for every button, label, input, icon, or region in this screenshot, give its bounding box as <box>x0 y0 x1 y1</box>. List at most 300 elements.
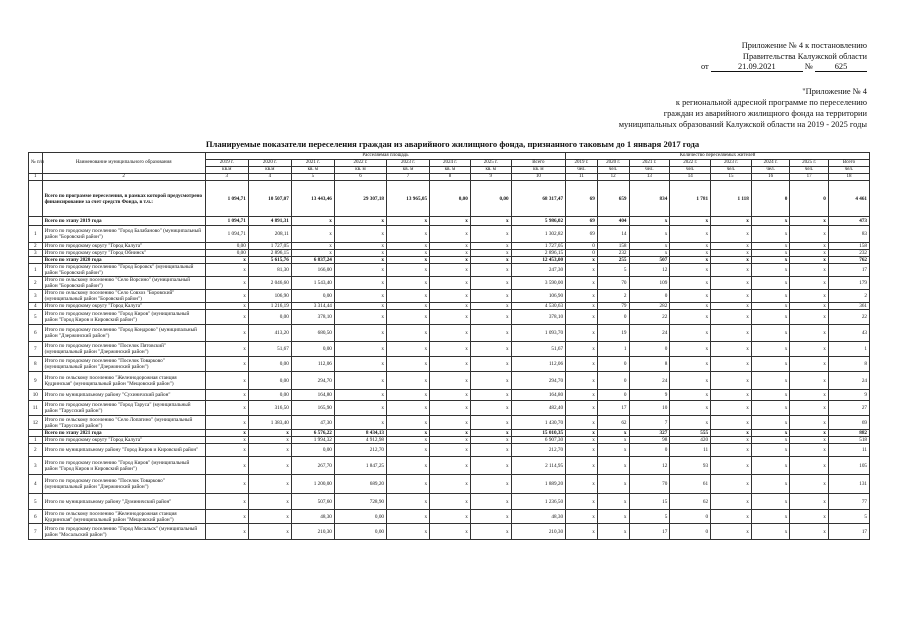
annex-date: 21.09.2021 <box>711 62 803 72</box>
area-value: x <box>387 257 430 264</box>
row-number: 4 <box>29 303 43 310</box>
people-value: x <box>751 475 790 494</box>
people-value: x <box>597 510 629 524</box>
area-value: x <box>430 357 471 372</box>
people-value: x <box>790 372 829 390</box>
people-year-header: 2022 г. <box>670 160 711 167</box>
municipality-name: Итого по городскому поселению "Город Боровск" (муниципальный район "Боровский район") <box>42 264 205 277</box>
area-value: 2 046,60 <box>248 277 291 290</box>
people-value: 1 <box>597 342 629 357</box>
row-number: 5 <box>29 494 43 510</box>
area-value: x <box>387 524 430 540</box>
people-value: 11 <box>828 444 869 457</box>
people-value: x <box>751 494 790 510</box>
people-value: x <box>751 457 790 475</box>
table-row <box>29 325 870 342</box>
program-line-2: к региональной адресной программе по переселению <box>675 98 867 107</box>
column-number: 8 <box>430 174 471 181</box>
column-number: 3 <box>205 174 248 181</box>
area-value: x <box>430 217 471 226</box>
people-value: 5 <box>629 510 670 524</box>
area-value: 12 453,00 <box>511 257 565 264</box>
people-value: 0 <box>629 444 670 457</box>
people-value: 0 <box>790 181 829 217</box>
municipality-name: Итого по сельскому поселению "Село Лопатино" (муниципальный район "Тарусский район") <box>42 416 205 430</box>
area-value: 2 114,95 <box>511 457 565 475</box>
people-value: x <box>751 226 790 243</box>
people-value: 255 <box>597 257 629 264</box>
people-value: x <box>751 290 790 303</box>
people-value: x <box>566 494 598 510</box>
people-value: 179 <box>828 277 869 290</box>
area-value: 316,50 <box>248 401 291 416</box>
people-value: 0 <box>566 243 598 250</box>
area-value: x <box>430 390 471 401</box>
people-value: x <box>711 430 752 437</box>
area-value: x <box>387 217 430 226</box>
people-value: x <box>711 475 752 494</box>
area-value: 0,00 <box>248 357 291 372</box>
area-value: x <box>470 357 511 372</box>
area-value: 208,11 <box>248 226 291 243</box>
area-value: 1 847,25 <box>334 457 386 475</box>
people-value: x <box>711 342 752 357</box>
people-value: x <box>790 390 829 401</box>
municipality-name: Итого по городскому поселению "Город Таруса" (муниципальный район "Тарусский район") <box>42 401 205 416</box>
area-value: 165,90 <box>291 401 334 416</box>
people-value: x <box>566 310 598 325</box>
area-value: 166,00 <box>291 264 334 277</box>
people-value: 15 <box>629 494 670 510</box>
area-value: x <box>430 524 471 540</box>
from-label: от <box>700 62 709 71</box>
people-value: x <box>790 510 829 524</box>
people-value: x <box>790 401 829 416</box>
people-value: x <box>711 325 752 342</box>
people-value: x <box>790 325 829 342</box>
people-unit-header: чел. <box>670 167 711 174</box>
people-value: 420 <box>670 437 711 444</box>
area-value: x <box>387 226 430 243</box>
people-value: x <box>751 325 790 342</box>
area-value: 1 727,05 <box>248 243 291 250</box>
column-number: 18 <box>828 174 869 181</box>
area-value: 4 530,63 <box>511 303 565 310</box>
table-row <box>29 357 870 372</box>
program-line-4: муниципальных образований Калужской области на 2019 - 2025 годы <box>618 120 867 129</box>
people-value: x <box>566 457 598 475</box>
area-value: 0,00 <box>205 243 248 250</box>
area-value: x <box>334 264 386 277</box>
col-name-header: Наименование муниципального образования <box>42 153 205 174</box>
area-value: x <box>205 524 248 540</box>
row-number: 2 <box>29 243 43 250</box>
people-value: x <box>566 475 598 494</box>
people-value: 83 <box>828 226 869 243</box>
people-value: x <box>566 264 598 277</box>
people-value: x <box>790 257 829 264</box>
people-value: 282 <box>629 303 670 310</box>
area-value: 294,70 <box>511 372 565 390</box>
people-value: 2 <box>597 290 629 303</box>
area-value: 5 986,02 <box>511 217 565 226</box>
area-value: x <box>430 416 471 430</box>
area-value: 48,30 <box>511 510 565 524</box>
people-value: 105 <box>828 457 869 475</box>
people-value: x <box>670 372 711 390</box>
table-row <box>29 494 870 510</box>
area-value: x <box>387 390 430 401</box>
area-year-header: 2023 г. <box>387 160 430 167</box>
municipality-name: Всего по программе переселения, в рамках которой предусмотрено финансирование за счет средств Фонда, в т.ч.: <box>42 181 205 217</box>
people-value: 762 <box>828 257 869 264</box>
row-number: 1 <box>29 226 43 243</box>
area-value: 1 543,40 <box>291 277 334 290</box>
area-value: 1 727,05 <box>511 243 565 250</box>
area-value: x <box>205 416 248 430</box>
area-value: x <box>430 430 471 437</box>
people-value: 70 <box>597 277 629 290</box>
people-value: x <box>711 264 752 277</box>
people-unit-header: чел. <box>629 167 670 174</box>
area-value: x <box>205 401 248 416</box>
people-value: x <box>790 437 829 444</box>
people-year-header: 2023 г. <box>711 160 752 167</box>
area-value: 13 443,46 <box>291 181 334 217</box>
area-value: x <box>430 372 471 390</box>
people-value: x <box>711 243 752 250</box>
people-value: x <box>566 372 598 390</box>
area-value: 689,20 <box>334 475 386 494</box>
table-row <box>29 457 870 475</box>
municipality-name: Итого по городскому поселению "Город Киров" (муниципальный район "Город Киров и Кировский район") <box>42 310 205 325</box>
area-value: x <box>470 264 511 277</box>
people-value: x <box>790 342 829 357</box>
area-value: x <box>470 390 511 401</box>
area-value: x <box>291 226 334 243</box>
row-number: 6 <box>29 325 43 342</box>
area-value: 0,00 <box>291 342 334 357</box>
area-value: x <box>387 303 430 310</box>
area-value: x <box>205 457 248 475</box>
people-value: x <box>566 416 598 430</box>
col-number-header: № п/п <box>29 153 43 174</box>
area-value: x <box>430 290 471 303</box>
area-year-header: 2024 г. <box>430 160 471 167</box>
area-unit-header: кв. м <box>291 167 334 174</box>
area-value: x <box>387 290 430 303</box>
people-value: x <box>790 524 829 540</box>
area-value: 10 507,07 <box>248 181 291 217</box>
people-value: x <box>566 290 598 303</box>
table-row <box>29 310 870 325</box>
area-value: x <box>430 437 471 444</box>
municipality-name: Итого по городскому поселению "Поселок Пятовский" (муниципальный район "Дзержинский район") <box>42 342 205 357</box>
municipality-name: Всего по этапу 2021 года <box>42 430 205 437</box>
municipality-name: Итого по муниципальному району "Город Киров и Кировский район" <box>42 444 205 457</box>
people-value: 473 <box>828 217 869 226</box>
area-value: x <box>334 277 386 290</box>
people-group-header: Количество переселяемых жителей <box>566 153 870 160</box>
people-value: x <box>790 226 829 243</box>
people-value: 43 <box>828 325 869 342</box>
people-value: x <box>566 342 598 357</box>
area-value: x <box>387 457 430 475</box>
area-value: x <box>387 494 430 510</box>
people-value: x <box>597 524 629 540</box>
area-value: x <box>387 430 430 437</box>
people-value: x <box>597 444 629 457</box>
people-value: 2 <box>828 290 869 303</box>
row-number: 3 <box>29 290 43 303</box>
area-value: x <box>430 475 471 494</box>
area-value: x <box>470 290 511 303</box>
area-value: 3 314,44 <box>291 303 334 310</box>
area-value: x <box>470 217 511 226</box>
people-value: 24 <box>629 372 670 390</box>
area-value: x <box>430 342 471 357</box>
people-value: 0 <box>597 310 629 325</box>
area-value: 0,00 <box>291 290 334 303</box>
area-value: x <box>334 310 386 325</box>
people-value: x <box>711 494 752 510</box>
area-value: x <box>205 303 248 310</box>
people-value: 11 <box>670 444 711 457</box>
people-year-header: 2020 г. <box>597 160 629 167</box>
area-value: x <box>470 510 511 524</box>
area-value: x <box>205 325 248 342</box>
people-value: x <box>566 357 598 372</box>
people-value: x <box>670 264 711 277</box>
row-number: 10 <box>29 390 43 401</box>
municipality-name: Итого по городскому поселению "Поселок Товарково" (муниципальный район "Дзержинский район") <box>42 357 205 372</box>
program-line-3: граждан из аварийного жилищного фонда на территории <box>663 109 867 118</box>
table-row <box>29 257 870 264</box>
people-year-header: 2025 г. <box>790 160 829 167</box>
area-value: x <box>470 416 511 430</box>
table-row <box>29 264 870 277</box>
municipality-name: Итого по городскому округу "Город Калуга" <box>42 303 205 310</box>
people-value: 77 <box>828 494 869 510</box>
people-value: x <box>790 494 829 510</box>
area-value: 6 837,24 <box>291 257 334 264</box>
area-value: x <box>334 372 386 390</box>
area-value: x <box>387 243 430 250</box>
people-value: x <box>751 264 790 277</box>
people-value: x <box>670 290 711 303</box>
area-value: x <box>470 430 511 437</box>
people-value: x <box>711 257 752 264</box>
people-value: x <box>670 325 711 342</box>
table-row <box>29 524 870 540</box>
people-value: x <box>597 494 629 510</box>
municipality-name: Итого по городскому поселению "Город Балабаново" (муниципальный район "Боровский район") <box>42 226 205 243</box>
people-value: 19 <box>597 325 629 342</box>
area-value: 4 891,31 <box>248 217 291 226</box>
area-value: 0,00 <box>205 250 248 257</box>
people-year-header: 2021 г. <box>629 160 670 167</box>
people-value: x <box>790 290 829 303</box>
area-value: 1 430,70 <box>511 416 565 430</box>
people-value: x <box>566 401 598 416</box>
people-value: x <box>711 290 752 303</box>
people-value: x <box>790 444 829 457</box>
people-value: x <box>566 390 598 401</box>
area-value: x <box>205 264 248 277</box>
area-value: 1 094,71 <box>205 181 248 217</box>
people-year-header: Всего <box>828 160 869 167</box>
people-value: x <box>711 303 752 310</box>
area-value: x <box>430 510 471 524</box>
area-value: 210,30 <box>291 524 334 540</box>
people-value: x <box>711 217 752 226</box>
area-value: 106,90 <box>511 290 565 303</box>
people-value: x <box>670 310 711 325</box>
table-row <box>29 444 870 457</box>
row-number: 1 <box>29 264 43 277</box>
area-value: 212,70 <box>511 444 565 457</box>
area-value: x <box>334 401 386 416</box>
people-value: 93 <box>670 457 711 475</box>
people-value: 69 <box>566 217 598 226</box>
row-number: 2 <box>29 277 43 290</box>
area-value: 0,00 <box>248 310 291 325</box>
row-number: 2 <box>29 444 43 457</box>
area-year-header: 2019 г. <box>205 160 248 167</box>
area-value: x <box>470 250 511 257</box>
municipality-name: Всего по этапу 2019 года <box>42 217 205 226</box>
area-value: x <box>291 243 334 250</box>
municipality-name: Итого по городскому поселению "Город Мосальск" (муниципальный район "Мосальский район") <box>42 524 205 540</box>
document-title: Планируемые показатели переселения граждан из аварийного жилищного фонда, признанного таковым до 1 января 2017 года <box>205 139 700 149</box>
people-value: 8 <box>629 357 670 372</box>
table-row <box>29 181 870 217</box>
table-row <box>29 416 870 430</box>
people-year-header: 2024 г. <box>751 160 790 167</box>
area-value: x <box>387 416 430 430</box>
people-value: x <box>629 243 670 250</box>
table-row <box>29 250 870 257</box>
area-value: x <box>248 430 291 437</box>
people-unit-header: чел. <box>711 167 752 174</box>
area-value: x <box>470 524 511 540</box>
people-value: x <box>790 264 829 277</box>
people-value: x <box>711 444 752 457</box>
people-unit-header: чел. <box>790 167 829 174</box>
area-value: 1 302,82 <box>511 226 565 243</box>
area-value: x <box>248 437 291 444</box>
column-number: 16 <box>751 174 790 181</box>
area-value: 6 576,22 <box>291 430 334 437</box>
area-value: 0,00 <box>291 444 334 457</box>
table-row <box>29 243 870 250</box>
area-value: 0,00 <box>334 524 386 540</box>
area-unit-header: кв. м <box>334 167 386 174</box>
people-value: 0 <box>597 357 629 372</box>
people-value: 158 <box>828 243 869 250</box>
people-value: 9 <box>828 390 869 401</box>
area-value: x <box>291 250 334 257</box>
area-value: x <box>334 290 386 303</box>
people-value: 79 <box>597 303 629 310</box>
people-value: 0 <box>670 524 711 540</box>
people-value: x <box>790 217 829 226</box>
area-value: x <box>430 257 471 264</box>
table-row <box>29 390 870 401</box>
area-value: 2 896,15 <box>248 250 291 257</box>
table-row <box>29 475 870 494</box>
area-value: x <box>334 325 386 342</box>
area-value: 0,00 <box>248 390 291 401</box>
area-value: x <box>470 494 511 510</box>
municipality-name: Итого по сельскому поселению "Железнодорожная станция Кудринская" (муниципальный район "Мещовский район") <box>42 510 205 524</box>
area-unit-header: кв. м <box>470 167 511 174</box>
people-value: x <box>566 444 598 457</box>
area-value: 1 094,71 <box>205 217 248 226</box>
people-value: 555 <box>670 430 711 437</box>
people-value: x <box>711 277 752 290</box>
area-value: 0,00 <box>470 181 511 217</box>
area-value: x <box>334 357 386 372</box>
area-value: x <box>248 494 291 510</box>
people-value: x <box>751 437 790 444</box>
people-value: 507 <box>629 257 670 264</box>
people-value: x <box>629 217 670 226</box>
table-row <box>29 342 870 357</box>
area-unit-header: кв. м <box>387 167 430 174</box>
table-row <box>29 401 870 416</box>
row-number: 4 <box>29 475 43 494</box>
people-value: x <box>790 357 829 372</box>
area-value: x <box>205 257 248 264</box>
area-year-header: 2021 г. <box>291 160 334 167</box>
people-value: 61 <box>670 475 711 494</box>
people-value: 0 <box>670 510 711 524</box>
area-value: x <box>205 342 248 357</box>
annex-date-line <box>701 62 867 72</box>
area-value: x <box>430 243 471 250</box>
people-value: x <box>790 303 829 310</box>
municipality-name: Итого по сельскому поселению "Село Ворсино" (муниципальный район "Боровский район") <box>42 277 205 290</box>
area-value: x <box>430 457 471 475</box>
people-value: x <box>670 226 711 243</box>
area-group-header: Расселяемая площадь <box>205 153 565 160</box>
table-row <box>29 510 870 524</box>
area-value: x <box>248 444 291 457</box>
area-unit-header: кв.м <box>248 167 291 174</box>
people-value: 0 <box>629 290 670 303</box>
column-number: 4 <box>248 174 291 181</box>
area-value: x <box>430 494 471 510</box>
people-value: 69 <box>566 226 598 243</box>
area-value: x <box>205 290 248 303</box>
area-year-header: Всего <box>511 160 565 167</box>
area-value: x <box>430 226 471 243</box>
people-value: 69 <box>566 181 598 217</box>
row-number <box>29 430 43 437</box>
people-value: 518 <box>828 437 869 444</box>
area-value: 68 317,47 <box>511 181 565 217</box>
people-value: x <box>751 524 790 540</box>
people-value: x <box>566 303 598 310</box>
area-value: x <box>248 510 291 524</box>
area-value: 378,10 <box>291 310 334 325</box>
area-value: x <box>470 401 511 416</box>
area-value: 81,30 <box>248 264 291 277</box>
area-value: x <box>205 475 248 494</box>
people-value: 882 <box>828 430 869 437</box>
area-value: 0,00 <box>430 181 471 217</box>
